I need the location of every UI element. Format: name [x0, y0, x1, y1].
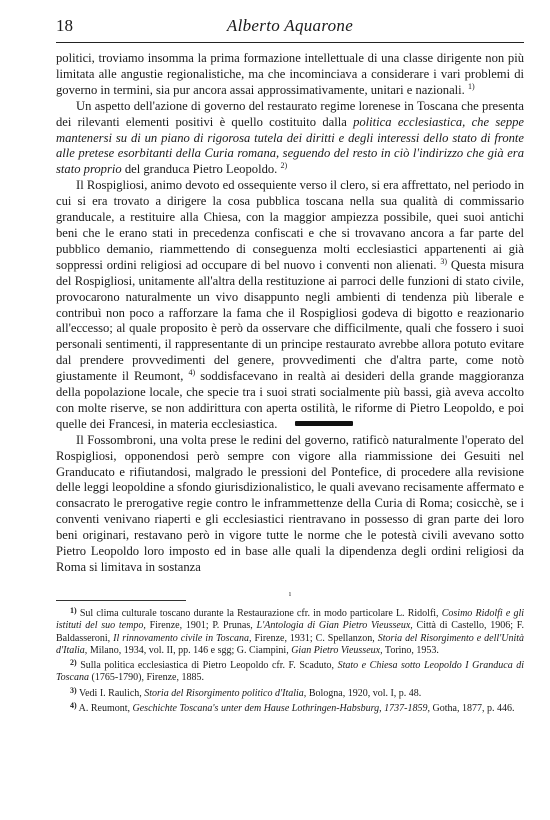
paragraph-4: Il Fossombroni, una volta prese le redini del governo, ratificò naturalmente l'operato del Rospigliosi, opponendosi però sempre con vigore alla riammissione dei Gesuiti nel Granducato e rifiutandosi, malgrado le pressioni del Pontefice, di procedere alla revisione delle leggi leopoldine a sfondo giurisdizionalistico, le quali avevano recisamente affermato e consacrato le prerogative regie contro le inframmettenze della Curia di Roma; cosicchè, se i conventi venivano riaperti e gli ecclesiastici rientravano in possesso di gran parte dei loro beni originari, restavano però in vigore tutte le norme che le potestà civili avevano sotto Pietro Leopoldo loro imposto ed in base alle quali la dipendenza degli ordini religiosi da Roma si limitava in sostanza	[56, 432, 524, 574]
ink-smudge	[295, 421, 353, 426]
note-ref: 2)	[280, 161, 288, 171]
footnote-mark: ı	[288, 588, 292, 598]
footnote-2: $^{2)}$ Sulla politica ecclesiastica di Pietro Leopoldo cfr. F. Scaduto, Stato e Chiesa sotto Leopoldo I Granduca di Toscana (1765-1790), Firenze, 1885.	[56, 658, 525, 684]
note-ref: 4)	[188, 367, 196, 377]
footnotes	[56, 605, 524, 715]
footnote-3: $^{3)}$ Vedi I. Raulich, Storia del Risorgimento politico d'Italia, Bologna, 1920, vol. I, p. 48.	[70, 685, 422, 699]
paragraph-1: politici, troviamo insomma la prima formazione intellettuale di una classe dirigente non più limitata alle angustie regionalistiche, ma che incominciava a considerare i vari problemi di governo in termini, sia pur ancora assai approssimativamente, unitari e nazionali. $^{1)}$	[56, 51, 524, 97]
running-title: Alberto Aquarone	[226, 16, 354, 35]
page-number: 18	[56, 16, 73, 35]
footnote-rule	[56, 600, 186, 601]
note-ref: 3)	[440, 256, 448, 266]
footnote-1: $^{1)}$ Sul clima culturale toscano durante la Restaurazione cfr. in modo particolare L. Ridolfi, Cosimo Ridolfi e gli istituti del suo tempo, Firenze, 1901; P. Prunas, L'Antologia di Gian Pietro Vieusseux, Città di Castello, 1906; F. Baldasseroni, Il rinnovamento civile in Toscana, Firenze, 1931; C. Spellanzon, Storia del Risorgimento e dell'Unità d'Italia, Milano, 1934, vol. II, pp. 146 e sgg; G. Ciampini, Gian Pietro Vieusseux, Torino, 1953.	[56, 605, 525, 656]
note-ref: 1)	[467, 81, 475, 91]
paragraph-2: Un aspetto dell'azione di governo del restaurato regime lorenese in Toscana che presenta dei rilevanti elementi positivi è quello costituito dalla politica ecclesiastica, che seppe mantenersi su di un piano di rigorosa tutela dei diritti e degli interessi dello stato di fronte alle pretese esorbitanti della Curia romana, seguendo del resto in ciò l'indirizzo che già era stato proprio del granduca Pietro Leopoldo. $^{2)}$	[56, 98, 525, 177]
paragraph-3: Il Rospigliosi, animo devoto ed ossequiente verso il clero, si era affrettato, nel periodo in cui si era trovato a dirigere la cosa pubblica toscana nella sua qualità di commissario granducale, a restituire alla Chiesa, con la maggior ampiezza possibile, quei suoi antichi beni che le erano stati in precedenza confiscati e che si trovavano ancora a far parte del pubblico demanio, riammettendo di conseguenza molti ecclesiastici appartenenti ai già soppressi ordini religiosi ad occupare di bel nuovo i conventi non alienati. $^{3)}$ Questa misura del Rospigliosi, unitamente all'altra della restituzione ai parroci delle funzioni di stato civile, provocarono naturalmente un vivo disappunto negli ambienti di tendenza più liberale e contribuì non poco a rafforzare la fama che il Rospigliosi godeva di bigotto e reazionario all'eccesso; al quale proposito è però da osservare che difficilmente, quali che fossero i suoi personali sentimenti, il rappresentante di un principe restaurato avrebbe allora potuto evitare dal prendere provvedimenti del genere, provvedimenti che d'altra parte, come notò giustamente il Reumont, $^{4)}$ soddisfacevano in realtà ai desideri della grande maggioranza della popolazione locale, che specie tra i suoi strati socialmente più bassi, già aveva accolto con molte riserve, se non addirittura con aperta ostilità, le riforme di Pietro Leopoldo, e poi quelle dei Francesi, in materia ecclesiastica.	[56, 178, 525, 431]
main-text	[56, 51, 524, 576]
book-page	[56, 14, 524, 715]
page-header	[56, 14, 524, 43]
footnote-4: $^{4)}$ A. Reumont, Geschichte Toscana's unter dem Hause Lothringen-Habsburg, 1737-1859, Gotha, 1877, p. 446.	[70, 700, 515, 714]
emphasis: politica ecclesiastica, che seppe mantenersi su di un piano di rigorosa tutela dei diritti e degli interessi dello stato di fronte alle pretese esorbitanti della Curia romana, seguendo del resto in ciò l'indirizzo che già era stato proprio	[56, 114, 525, 177]
